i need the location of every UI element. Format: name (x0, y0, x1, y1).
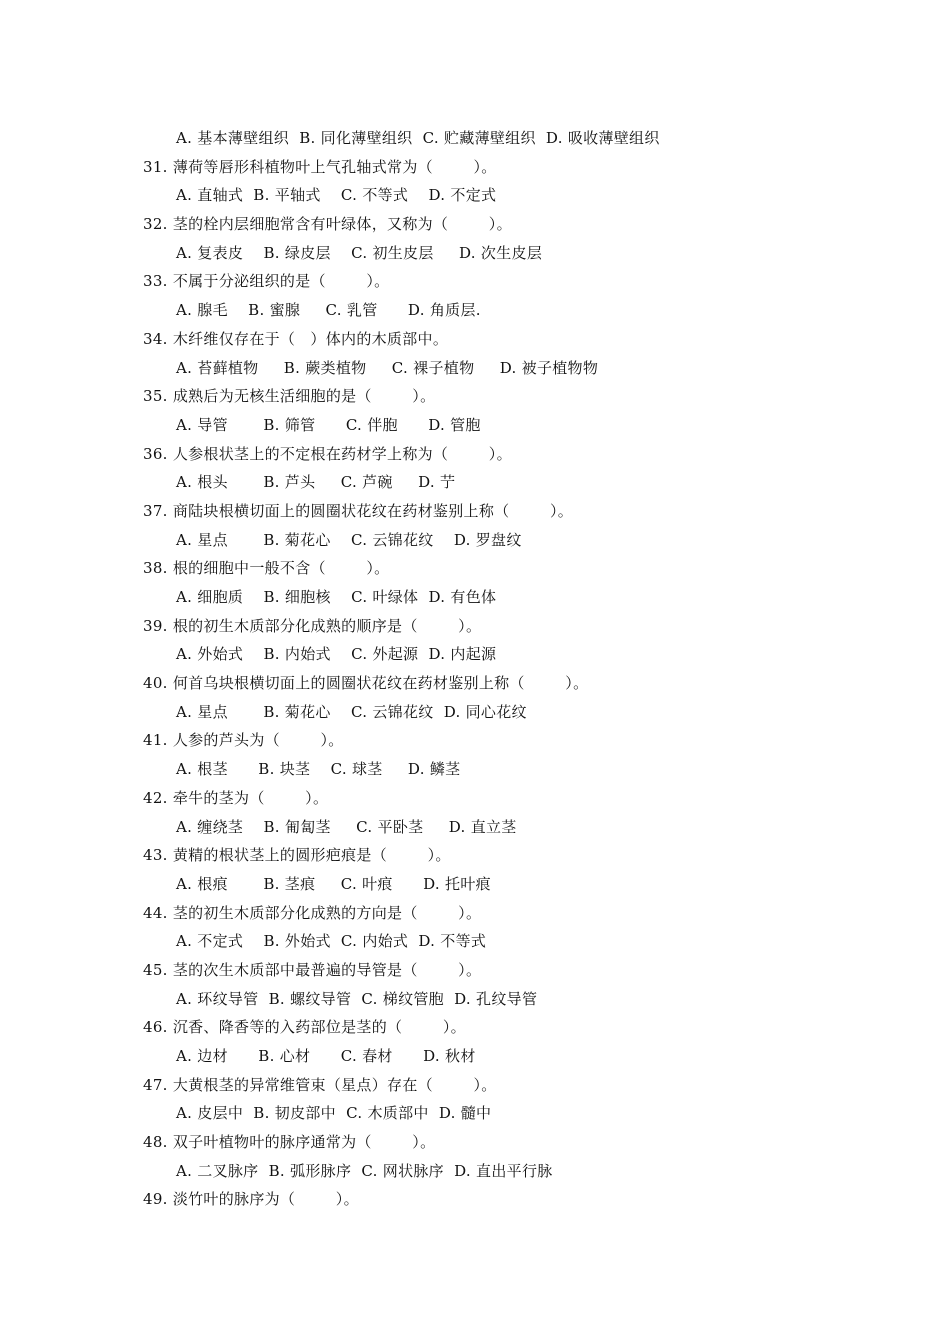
question-32: 32. 茎的栓内层细胞常含有叶绿体，又称为（ ）。 (143, 215, 512, 234)
question-33: 33. 不属于分泌组织的是（ ）。 (143, 272, 390, 291)
question-41: 41. 人参的芦头为（ ）。 (143, 731, 344, 750)
question-31: 31. 薄荷等唇形科植物叶上气孔轴式常为（ ）。 (143, 157, 497, 176)
question-list (143, 124, 843, 1214)
options-40: A. 星点 B. 菊花心 C. 云锦花纹 D. 同心花纹 (176, 702, 527, 721)
question-47: 47. 大黄根茎的异常维管束（星点）存在（ ）。 (143, 1075, 497, 1094)
question-49: 49. 淡竹叶的脉序为（ ）。 (143, 1190, 359, 1209)
options-48: A. 二叉脉序 B. 弧形脉序 C. 网状脉序 D. 直出平行脉 (176, 1161, 553, 1180)
question-44: 44. 茎的初生木质部分化成熟的方向是（ ）。 (143, 903, 482, 922)
options-32: A. 复表皮 B. 绿皮层 C. 初生皮层 D. 次生皮层 (176, 243, 543, 262)
question-35: 35. 成熟后为无核生活细胞的是（ ）。 (143, 387, 436, 406)
options-43: A. 根痕 B. 茎痕 C. 叶痕 D. 托叶痕 (176, 874, 491, 893)
question-37: 37. 商陆块根横切面上的圆圈状花纹在药材鉴别上称（ ）。 (143, 501, 574, 520)
question-40: 40. 何首乌块根横切面上的圆圈状花纹在药材鉴别上称（ ）。 (143, 674, 589, 693)
options-47: A. 皮层中 B. 韧皮部中 C. 木质部中 D. 髓中 (176, 1104, 492, 1123)
question-43: 43. 黄精的根状茎上的圆形疤痕是（ ）。 (143, 846, 451, 865)
question-36: 36. 人参根状茎上的不定根在药材学上称为（ ）。 (143, 444, 512, 463)
options-46: A. 边材 B. 心材 C. 春材 D. 秋材 (176, 1047, 476, 1065)
options-37: A. 星点 B. 菊花心 C. 云锦花纹 D. 罗盘纹 (176, 530, 522, 549)
options-31: A. 直轴式 B. 平轴式 C. 不等式 D. 不定式 (176, 186, 497, 205)
question-39: 39. 根的初生木质部分化成熟的顺序是（ ）。 (143, 616, 482, 635)
options-line: A. 基本薄壁组织 B. 同化薄壁组织 C. 贮藏薄壁组织 D. 吸收薄壁组织 (176, 129, 660, 147)
options-36: A. 根头 B. 芦头 C. 芦碗 D. 艼 (176, 473, 456, 492)
options-33: A. 腺毛 B. 蜜腺 C. 乳管 D. 角质层. (176, 301, 481, 320)
options-34: A. 苔藓植物 B. 蕨类植物 C. 裸子植物 D. 被子植物物 (176, 358, 599, 377)
options-35: A. 导管 B. 筛管 C. 伴胞 D. 管胞 (176, 415, 481, 434)
options-41: A. 根茎 B. 块茎 C. 球茎 D. 鳞茎 (176, 760, 461, 779)
question-38: 38. 根的细胞中一般不含（ ）。 (143, 559, 390, 578)
question-48: 48. 双子叶植物叶的脉序通常为（ ）。 (143, 1133, 436, 1152)
question-34: 34. 木纤维仅存在于（ ）体内的木质部中。 (143, 329, 449, 348)
question-45: 45. 茎的次生木质部中最普遍的导管是（ ）。 (143, 960, 482, 979)
question-42: 42. 牵牛的茎为（ ）。 (143, 788, 329, 807)
options-44: A. 不定式 B. 外始式 C. 内始式 D. 不等式 (176, 932, 487, 951)
options-39: A. 外始式 B. 内始式 C. 外起源 D. 内起源 (176, 645, 497, 664)
options-38: A. 细胞质 B. 细胞核 C. 叶绿体 D. 有色体 (176, 588, 497, 606)
options-42: A. 缠绕茎 B. 匍匐茎 C. 平卧茎 D. 直立茎 (176, 817, 517, 836)
options-45: A. 环纹导管 B. 螺纹导管 C. 梯纹管胞 D. 孔纹导管 (176, 989, 538, 1008)
question-46: 46. 沉香、降香等的入药部位是茎的（ ）。 (143, 1018, 466, 1037)
